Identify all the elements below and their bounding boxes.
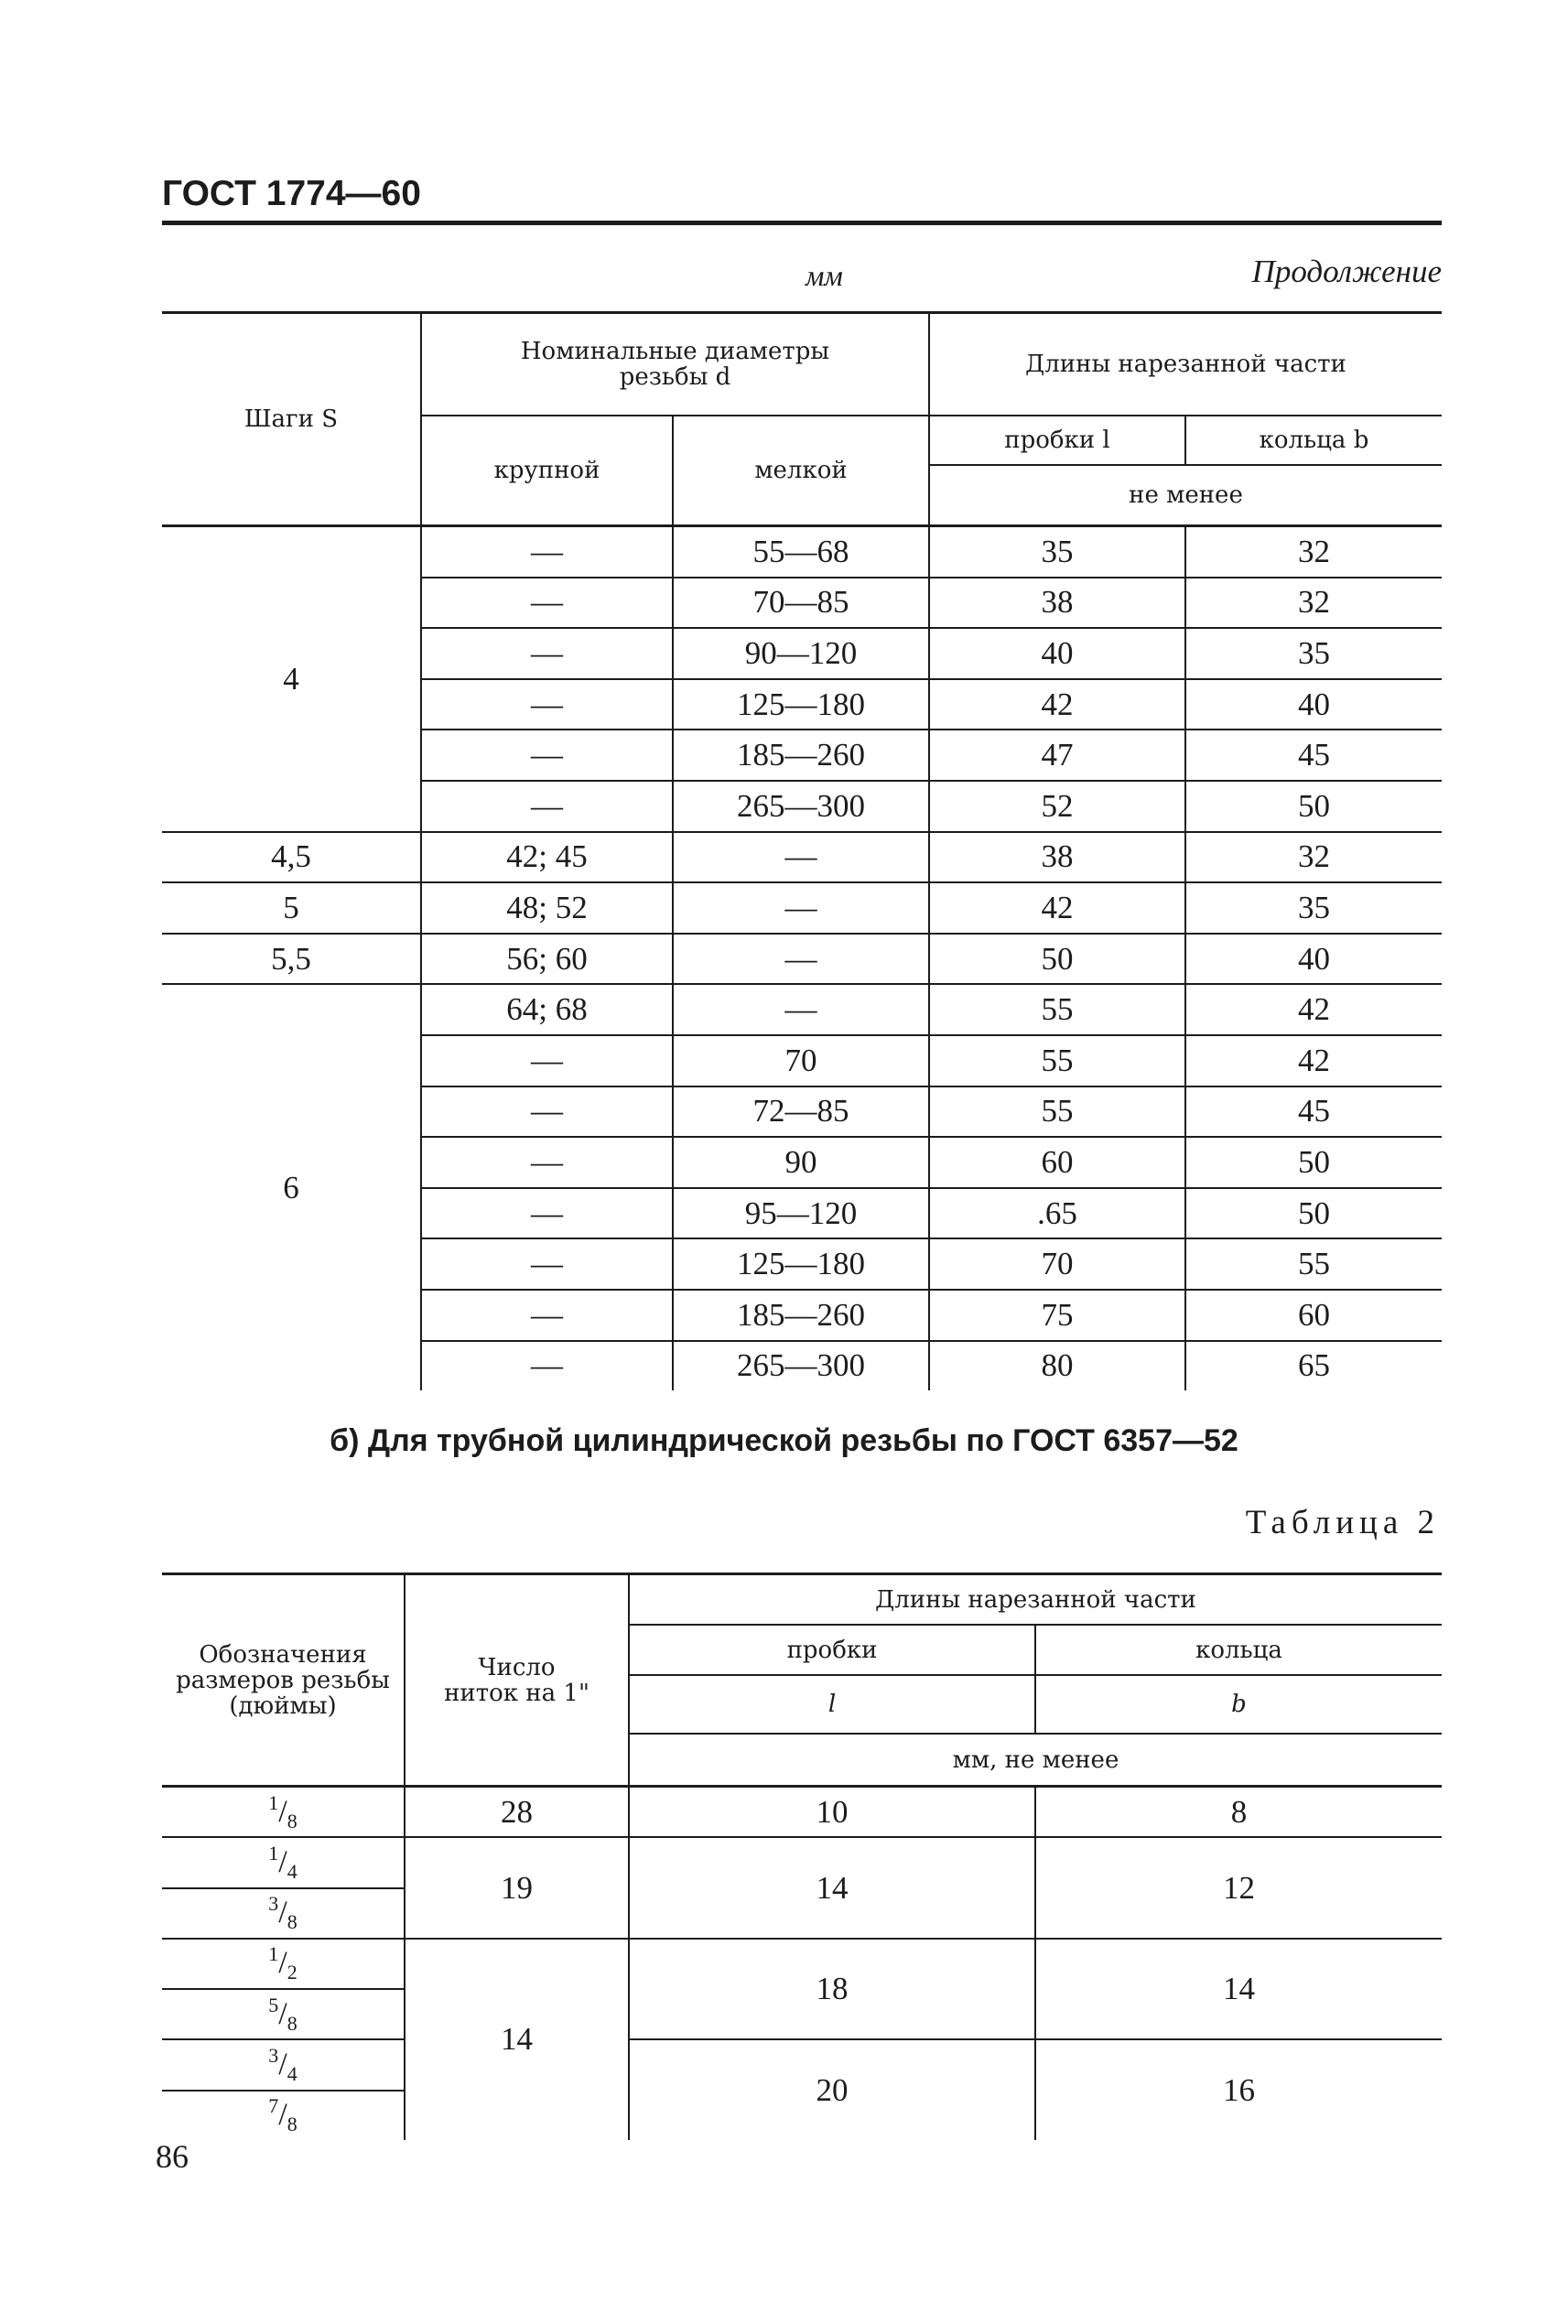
coarse-cell: — <box>421 1341 673 1391</box>
header-ring: кольца <box>1035 1625 1442 1675</box>
ring-cell: 40 <box>1185 934 1442 985</box>
plug-cell: 38 <box>929 578 1185 629</box>
ring-cell: 14 <box>1035 1939 1442 2040</box>
fine-cell: 70—85 <box>673 578 929 629</box>
table-row <box>162 1939 1442 1989</box>
ring-cell: 35 <box>1185 628 1442 679</box>
ring-cell: 60 <box>1185 1290 1442 1341</box>
coarse-cell: — <box>421 578 673 629</box>
fine-cell: 90 <box>673 1137 929 1188</box>
fine-cell: 90—120 <box>673 628 929 679</box>
threads-cell: 19 <box>405 1837 629 1939</box>
table-row <box>162 984 1442 1035</box>
table-row <box>162 526 1442 578</box>
coarse-cell: — <box>421 730 673 781</box>
plug-cell: 55 <box>929 984 1185 1035</box>
plug-cell: 40 <box>929 628 1185 679</box>
fine-cell: 95—120 <box>673 1188 929 1239</box>
fine-cell: 265—300 <box>673 1341 929 1391</box>
fine-cell: 185—260 <box>673 730 929 781</box>
coarse-cell: 64; 68 <box>421 984 673 1035</box>
step-cell: 5 <box>162 882 421 934</box>
plug-cell: 42 <box>929 679 1185 730</box>
designation-cell: $^1/_8$ <box>162 1787 405 1838</box>
document-title: ГОСТ 1774—60 <box>162 174 421 213</box>
ring-cell: 35 <box>1185 882 1442 934</box>
coarse-cell: — <box>421 526 673 578</box>
ring-cell: 45 <box>1185 730 1442 781</box>
ring-cell: 50 <box>1185 781 1442 832</box>
plug-cell: 50 <box>929 934 1185 985</box>
header-ring: кольца b <box>1185 416 1442 465</box>
plug-cell: 47 <box>929 730 1185 781</box>
designation-cell: $^3/_4$ <box>162 2039 405 2090</box>
fine-cell: — <box>673 882 929 934</box>
plug-cell: 14 <box>629 1837 1035 1939</box>
plug-cell: 55 <box>929 1086 1185 1138</box>
designation-cell: $^3/_8$ <box>162 1888 405 1939</box>
ring-cell: 32 <box>1185 578 1442 629</box>
thread-length-table-1 <box>162 311 1442 1390</box>
ring-cell: 32 <box>1185 832 1442 883</box>
coarse-cell: 48; 52 <box>421 882 673 934</box>
threads-cell: 28 <box>405 1787 629 1838</box>
plug-cell: 35 <box>929 526 1185 578</box>
fine-cell: 55—68 <box>673 526 929 578</box>
header-threads-per-inch: Число ниток на 1" <box>405 1574 629 1787</box>
header-not-less: не менее <box>929 465 1442 526</box>
table-row <box>162 882 1442 934</box>
ring-cell: 16 <box>1035 2039 1442 2140</box>
plug-cell: .65 <box>929 1188 1185 1239</box>
table-row <box>162 934 1442 985</box>
step-cell: 6 <box>162 984 421 1390</box>
fine-cell: 265—300 <box>673 781 929 832</box>
page-number: 86 <box>156 2138 189 2175</box>
fine-cell: 125—180 <box>673 1238 929 1290</box>
coarse-cell: — <box>421 679 673 730</box>
table-row <box>162 832 1442 883</box>
table-2-caption: Таблица 2 <box>1245 1504 1440 1541</box>
plug-cell: 80 <box>929 1341 1185 1391</box>
fine-cell: 125—180 <box>673 679 929 730</box>
ring-cell: 65 <box>1185 1341 1442 1391</box>
ring-cell: 40 <box>1185 679 1442 730</box>
ring-cell: 42 <box>1185 984 1442 1035</box>
header-fine: мелкой <box>673 416 929 526</box>
header-nominal-diameters: Номинальные диаметры резьбы d <box>421 313 929 416</box>
ring-cell: 45 <box>1185 1086 1442 1138</box>
header-thread-lengths: Длины нарезанной части <box>629 1574 1442 1626</box>
coarse-cell: — <box>421 1188 673 1239</box>
plug-cell: 70 <box>929 1238 1185 1290</box>
step-cell: 4 <box>162 526 421 832</box>
ring-cell: 50 <box>1185 1137 1442 1188</box>
step-cell: 5,5 <box>162 934 421 985</box>
section-b-title: б) Для трубной цилиндрической резьбы по ГОСТ 6357—52 <box>330 1423 1238 1458</box>
ring-cell: 55 <box>1185 1238 1442 1290</box>
header-designation: Обозначения размеров резьбы (дюймы) <box>162 1574 405 1787</box>
header-plug-symbol: l <box>629 1675 1035 1734</box>
coarse-cell: — <box>421 1238 673 1290</box>
ring-cell: 50 <box>1185 1188 1442 1239</box>
plug-cell: 18 <box>629 1939 1035 2040</box>
fine-cell: — <box>673 832 929 883</box>
designation-cell: $^7/_8$ <box>162 2091 405 2140</box>
step-cell: 4,5 <box>162 832 421 883</box>
coarse-cell: 56; 60 <box>421 934 673 985</box>
fine-cell: — <box>673 984 929 1035</box>
table-row <box>162 1787 1442 1838</box>
plug-cell: 75 <box>929 1290 1185 1341</box>
ring-cell: 8 <box>1035 1787 1442 1838</box>
coarse-cell: — <box>421 1290 673 1341</box>
coarse-cell: — <box>421 1137 673 1188</box>
plug-cell: 38 <box>929 832 1185 883</box>
header-coarse: крупной <box>421 416 673 526</box>
threads-cell: 14 <box>405 1939 629 2140</box>
designation-cell: $^1/_4$ <box>162 1837 405 1887</box>
header-ring-symbol: b <box>1035 1675 1442 1734</box>
coarse-cell: — <box>421 628 673 679</box>
fine-cell: — <box>673 934 929 985</box>
header-units-note: мм, не менее <box>629 1734 1442 1787</box>
header-thread-lengths: Длины нарезанной части <box>929 313 1442 416</box>
plug-cell: 55 <box>929 1035 1185 1086</box>
ring-cell: 12 <box>1035 1837 1442 1939</box>
designation-cell: $^5/_8$ <box>162 1989 405 2039</box>
header-rule <box>162 221 1442 225</box>
coarse-cell: — <box>421 1086 673 1138</box>
fine-cell: 70 <box>673 1035 929 1086</box>
fine-cell: 185—260 <box>673 1290 929 1341</box>
header-plug: пробки <box>629 1625 1035 1675</box>
coarse-cell: — <box>421 781 673 832</box>
plug-cell: 20 <box>629 2039 1035 2140</box>
table-row <box>162 2039 1442 2090</box>
units-label: мм <box>806 259 843 292</box>
coarse-cell: 42; 45 <box>421 832 673 883</box>
coarse-cell: — <box>421 1035 673 1086</box>
ring-cell: 32 <box>1185 526 1442 578</box>
plug-cell: 60 <box>929 1137 1185 1188</box>
ring-cell: 42 <box>1185 1035 1442 1086</box>
thread-length-table-2 <box>162 1573 1442 2140</box>
header-plug: пробки l <box>929 416 1185 465</box>
continuation-label: Продолжение <box>1251 254 1442 289</box>
designation-cell: $^1/_2$ <box>162 1939 405 1989</box>
plug-cell: 10 <box>629 1787 1035 1838</box>
header-steps: Шаги S <box>162 313 421 526</box>
plug-cell: 42 <box>929 882 1185 934</box>
plug-cell: 52 <box>929 781 1185 832</box>
table-row <box>162 1837 1442 1887</box>
fine-cell: 72—85 <box>673 1086 929 1138</box>
